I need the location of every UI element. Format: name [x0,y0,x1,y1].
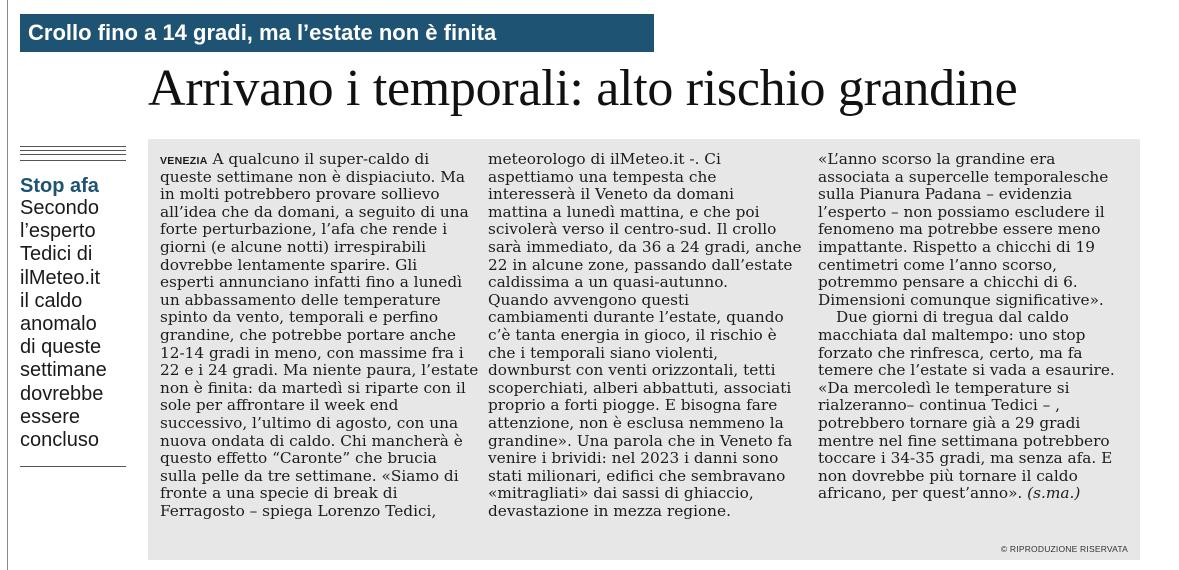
text-line: associata a supercelle temporalesche [818,167,1109,186]
text-line: non dovrebbe più tornare il caldo [818,466,1078,485]
last-line [818,485,1115,503]
text-line: grandine, che potrebbe portare anche [160,325,456,344]
text-line: 12-14 gradi in meno, con massime fra i [160,343,464,362]
headline: Arrivano i temporali: alto rischio grandine [148,60,1018,117]
text-line: cambiamenti durante l’estate, quando [488,308,784,327]
text-line: forzato che rinfresca, certo, ma fa [818,343,1083,362]
copyright-notice: © RIPRODUZIONE RISERVATA [1000,544,1128,554]
text-line: sulla Pianura Padana – evidenzia [818,185,1073,204]
text-line: esperti annunciano infatti fino a lunedì [160,273,463,292]
text-line: «L’anno scorso la grandine era [818,150,1056,168]
text-line: caldissima a un quasi-autunno. [488,273,729,292]
kicker-banner: Crollo fino a 14 gradi, ma l’estate non è finita [20,14,654,52]
text-line: queste settimane non è dispiaciuto. Ma [160,167,466,186]
last-line-text: africano, per quest’anno». [818,484,1028,503]
signature: (s.ma.) [1027,484,1081,503]
text-line: devastazione in mezza regione. [488,501,731,520]
text-line: fenomeno ma potrebbe essere meno [818,220,1101,239]
text-line: venire i brividi: nel 2023 i danni sono [488,449,779,468]
text-line: centimetri come l’anno scorso, [818,255,1057,274]
text-line: nuova ondata di caldo. Chi mancherà è [160,431,463,450]
text-line: downburst con venti orizzontali, tetti [488,361,776,380]
text-line: temere che l’estate si vada a esaurire. [818,361,1115,380]
text-line: Secondo [20,197,99,219]
text-line: potremmo pensare a chicchi di 6. [818,273,1078,292]
text-line: dovrebbe [20,382,104,405]
text-line: «mitragliati» dai sassi di ghiaccio, [488,484,754,503]
text-line: scoperchiati, alberi abbattuti, associati [488,378,792,397]
text-line: stati milionari, edifici che sembravano [488,466,786,485]
text-line: questo effetto “Caronte” che brucia [160,449,437,468]
text-line: Ferragosto – spiega Lorenzo Tedici, [160,501,437,520]
text-line: interesserà il Veneto da domani [488,185,734,204]
article-body [148,139,1140,560]
text-line: in molti potrebbero provare sollievo [160,185,440,204]
text-line: meteorologo di ilMeteo.it -. Ci [488,150,721,168]
page-left-border [7,0,8,570]
text-line: sulla pelle da tre settimane. «Siamo di [160,466,459,485]
article-column-1 [160,151,478,520]
text-line: ilMeteo.it [20,266,101,289]
text-line: concluso [20,429,99,452]
text-line: giorni (e alcune notti) irrespirabili [160,237,426,256]
dateline: VENEZIA [160,155,208,167]
text-line: l’esperto – non possiamo escludere il [818,202,1105,221]
text-line: forte perturbazione, l’afa che rende i [160,220,448,239]
text-line: proprio a forti piogge. E bisogna fare [488,396,778,415]
text-line: scivolerà verso il centro-sud. Il crollo [488,220,777,239]
text-line: settimane [20,359,107,382]
text-line: che i temporali siano violenti, [488,343,719,362]
article-column-3 [818,151,1115,503]
text-line: c’è tanta energia in gioco, il rischio è [488,325,777,344]
text-line: Due giorni di tregua dal caldo [836,308,1069,327]
text-line: sarà immediato, da 36 a 24 gradi, anche [488,237,802,256]
text-line: essere [20,405,81,428]
first-line [160,151,478,169]
sidebar-bottom-rule [20,466,126,467]
text-line: 22 e i 24 gradi. Ma niente paura, l’estate [160,361,479,380]
text-line: successivo, l’ultimo di agosto, con una [160,413,459,432]
text-line: il caldo [20,289,83,312]
sidebar-title: Stop afa [20,175,99,197]
text-line: impattante. Rispetto a chicchi di 19 [818,237,1096,256]
text-line: all’idea che da domani, a seguito di una [160,202,469,221]
text-line: anomalo [20,313,97,336]
text-line: l’esperto [20,220,96,243]
text-line: aspettiamo una tempesta che [488,167,717,186]
text-line: Dimensioni comunque significative». [818,290,1104,309]
text-line: Quando avvengono questi [488,290,690,309]
text-line: mentre nel fine settimana potrebbero [818,431,1110,450]
text-line: di queste [20,336,102,359]
sidebar-top-rules [20,146,126,161]
first-line-text: A qualcuno il super-caldo di [207,150,430,168]
article-column-2 [488,151,802,520]
text-line: non è finita: da martedì si riparte con il [160,378,466,397]
sidebar-text [20,197,126,452]
text-line: toccare i 34-35 gradi, ma senza afa. E [818,449,1113,468]
text-line: dovrebbe lentamente sparire. Gli [160,255,418,274]
text-line: Tedici di [20,243,93,266]
text-line: fronte a una specie di break di [160,484,398,503]
text-line: grandine». Una parola che in Veneto fa [488,431,793,450]
text-line: 22 in alcune zone, passando dall’estate [488,255,793,274]
text-line: rialzeranno– continua Tedici – , [818,396,1060,415]
text-line: un abbassamento delle temperature [160,290,441,309]
text-line: macchiata dal maltempo: uno stop [818,325,1086,344]
text-line: attenzione, non è esclusa nemmeno la [488,413,784,432]
text-line: mattina a lunedì mattina, e che poi [488,202,760,221]
text-line: potrebbero tornare già a 29 gradi [818,413,1081,432]
text-line: sole per affrontare il week end [160,396,399,415]
text-line: «Da mercoledì le temperature si [818,378,1070,397]
text-line: spinto da vento, temporali e perfino [160,308,439,327]
sidebar-box [20,146,126,467]
